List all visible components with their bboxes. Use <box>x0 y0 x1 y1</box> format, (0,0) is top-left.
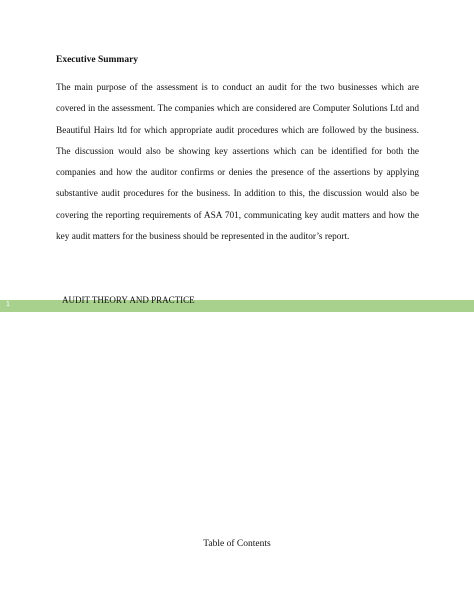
summary-paragraph: The main purpose of the assessment is to conduct an audit for the two businesses which are covered in the assessment. The companies which are considered are Computer Solutions Ltd and Beautiful Hairs ltd for which appropriate audit procedures which are followed by the business. The discussion would also be showing key assertions which can be identified for both the companies and how the auditor confirms or denies the presence of the assertions by applying substantive audit procedures for the business. In addition to this, the discussion would also be covering the reporting requirements of ASA 701, communicating key audit matters and how the key audit matters for the business should be represented in the auditor’s report. <box>56 83 419 243</box>
running-head: AUDIT THEORY AND PRACTICE <box>62 295 195 305</box>
section-heading: Executive Summary <box>56 55 139 65</box>
page-number: 1 <box>6 301 10 308</box>
toc-title: Table of Contents <box>203 539 271 549</box>
page-header <box>0 296 474 312</box>
